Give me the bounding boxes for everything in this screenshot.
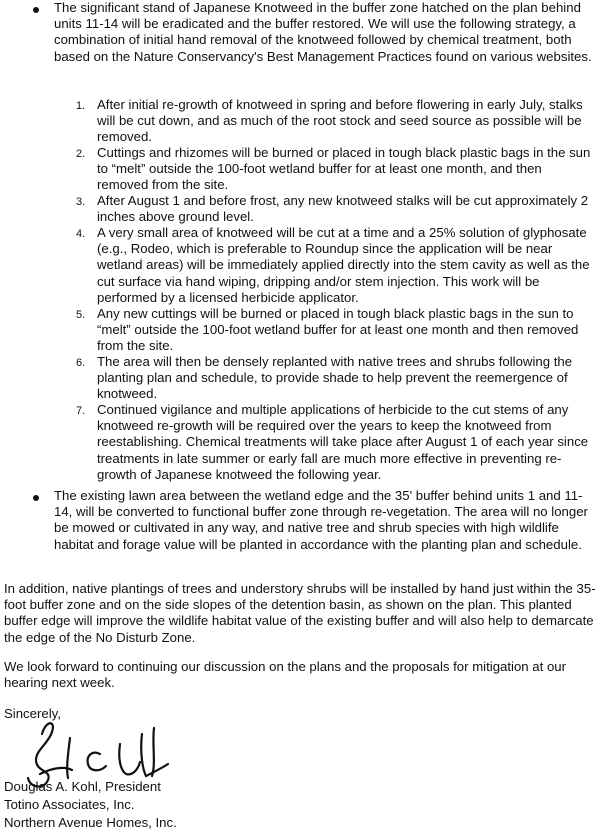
step-number: 3. (76, 196, 86, 208)
step-text: The area will then be densely replanted with native trees and shrubs following the planting plan and schedule, to provide shade to help prevent the reemergence of knotweed. (97, 354, 573, 402)
bullet-marker (33, 7, 39, 13)
step-text: Continued vigilance and multiple applications of herbicide to the cut stems of any knotweed re-growth will be required over the years to keep the knotweed from reestablishing. Chemical treatments will take place after August 1 of each year since treatments in late summer or early fall are much more effective in preventing re-growth of Japanese knotweed the following year. (97, 402, 589, 482)
signatory-name: Douglas A. Kohl, President (4, 779, 161, 794)
bullet-paragraph: The existing lawn area between the wetland edge and the 35' buffer behind units 1 and 11-14, will be converted to functional buffer zone through re-vegetation. The area will no longer be mowed or cultivated in any way, and native tree and shrub species with high wildlife habitat and forage value will be planted in accordance with the planting plan and schedule. (54, 488, 588, 552)
step-text: After initial re-growth of knotweed in spring and before flowering in early July, stalks will be cut down, and as much of the root stock and seed source as possible will be removed. (97, 97, 583, 145)
step-text: A very small area of knotweed will be cut at a time and a 25% solution of glyphosate (e.g., Rodeo, which is preferable to Roundup since the application will be near wetland areas) will be immediately applied directly into the stem cavity as well as the cut surface via hand wiping, dripping and/or stem injection. This work will be performed by a licensed herbicide applicator. (97, 225, 590, 305)
step-number: 4. (76, 228, 86, 240)
step-number: 2. (76, 148, 86, 160)
signatory-company: Northern Avenue Homes, Inc. (4, 815, 177, 830)
step-number: 7. (76, 405, 86, 417)
step-number: 1. (76, 100, 86, 112)
step-number: 6. (76, 357, 86, 369)
signatory-company: Totino Associates, Inc. (4, 797, 135, 812)
bullet-marker (33, 495, 39, 501)
closing-salutation: Sincerely, (4, 706, 61, 721)
step-text: Cuttings and rhizomes will be burned or placed in tough black plastic bags in the sun to “melt” outside the 100-foot wetland buffer for at least one month, and then removed from the site. (97, 145, 591, 193)
body-paragraph: We look forward to continuing our discussion on the plans and the proposals for mitigation at our hearing next week. (4, 659, 567, 691)
step-text: Any new cuttings will be burned or placed in tough black plastic bags in the sun to “melt” outside the 100-foot wetland buffer for at least one month and then removed from the site. (97, 306, 579, 354)
body-paragraph: In addition, native plantings of trees and understory shrubs will be installed by hand just within the 35-foot buffer zone and on the side slopes of the detention basin, as shown on the plan. This planted buffer edge will improve the wildlife habitat value of the existing buffer and will also help to demarcate the edge of the No Disturb Zone. (4, 581, 596, 645)
bullet-paragraph: The significant stand of Japanese Knotweed in the buffer zone hatched on the plan behind units 11-14 will be eradicated and the buffer restored. We will use the following strategy, a combination of initial hand removal of the knotweed followed by chemical treatment, both based on the Nature Conservancy's Best Management Practices found on various websites. (54, 0, 592, 64)
step-text: After August 1 and before frost, any new knotweed stalks will be cut approximately 2 inches above ground level. (97, 193, 589, 225)
step-number: 5. (76, 309, 86, 321)
